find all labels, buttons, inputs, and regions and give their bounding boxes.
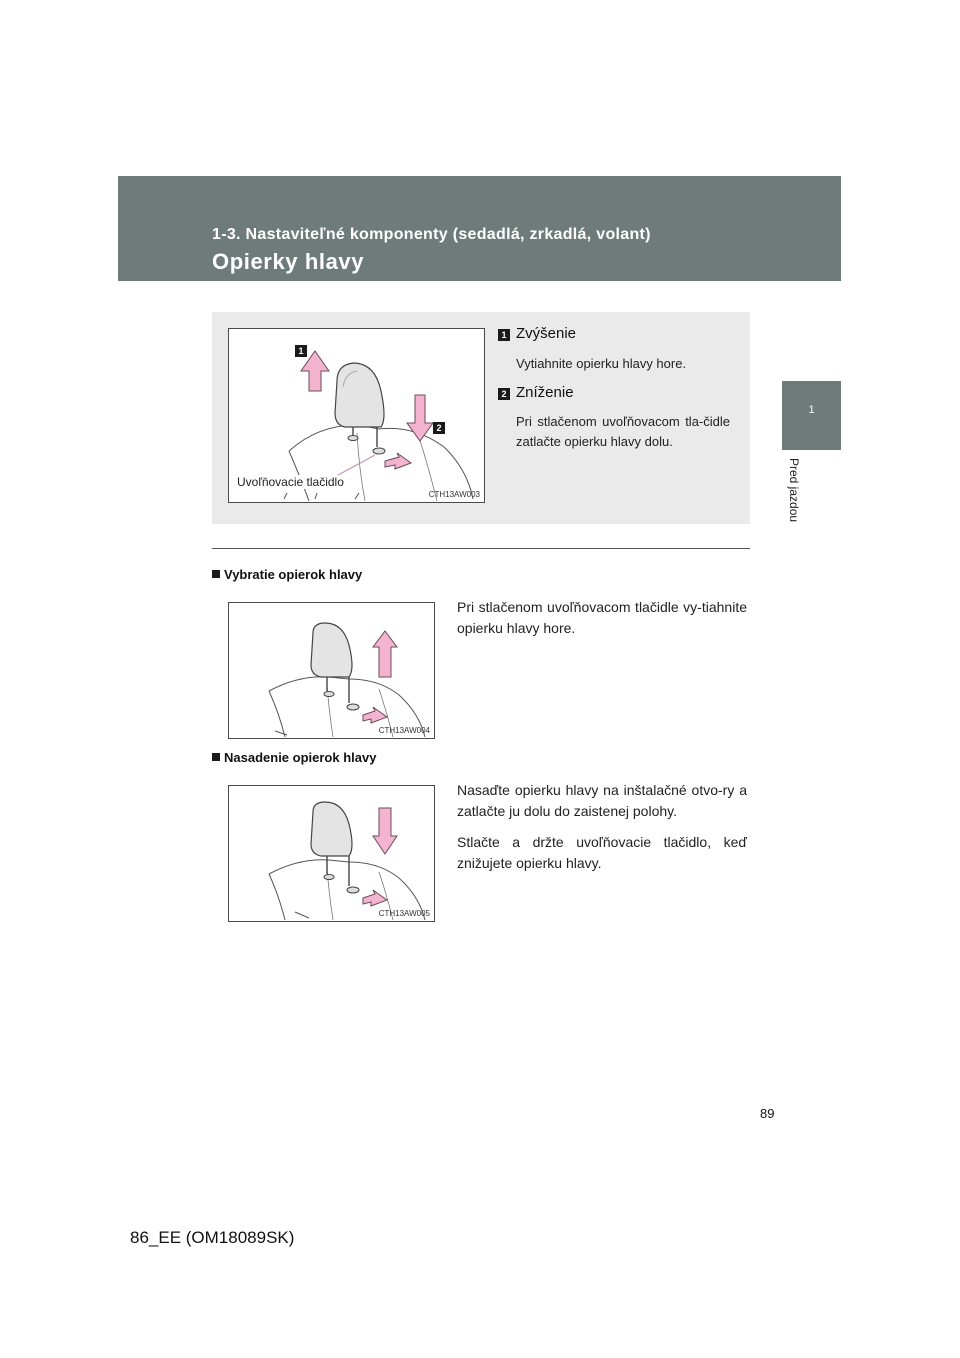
step-badge-1: 1 xyxy=(498,329,510,341)
page-title: Opierky hlavy xyxy=(212,249,365,274)
chapter-name-wrapper xyxy=(785,458,813,548)
section-title: 1-3. Nastaviteľné komponenty (sedadlá, zrkadlá, volant) xyxy=(212,226,651,243)
figure-code: CTH13AW003 xyxy=(428,490,480,499)
chapter-number: 1 xyxy=(808,404,815,416)
step-title-raise: Zvýšenie xyxy=(516,325,577,342)
removal-paragraph: Pri stlačenom uvoľňovacom tlačidle vy-tiahnite opierku hlavy hore. xyxy=(457,599,747,636)
figure-badge-1: 1 xyxy=(295,345,307,357)
installation-figure xyxy=(228,785,435,922)
figure-code: CTH13AW004 xyxy=(378,726,430,735)
subheading-removal xyxy=(212,567,362,582)
square-bullet-icon xyxy=(212,753,220,761)
subheading-removal-text: Vybratie opierok hlavy xyxy=(224,567,363,582)
subheading-installation-text: Nasadenie opierok hlavy xyxy=(224,750,377,765)
figure-code: CTH13AW005 xyxy=(378,909,430,918)
step-title-lower: Zníženie xyxy=(516,384,574,401)
chapter-name: Pred jazdou xyxy=(787,458,801,523)
main-figure xyxy=(228,328,485,503)
step-badge-2: 2 xyxy=(498,388,510,400)
headrest-installation-illustration xyxy=(229,786,436,923)
headrest-removal-illustration xyxy=(229,603,436,740)
step-desc-lower: Pri stlačenom uvoľňovacom tla-čidle zatlačte opierku hlavy dolu. xyxy=(516,414,730,449)
installation-paragraph-2: Stlačte a držte uvoľňovacie tlačidlo, keď znižujete opierku hlavy. xyxy=(457,834,747,871)
removal-figure xyxy=(228,602,435,739)
figure-badge-2: 2 xyxy=(433,422,445,434)
release-button-callout: Uvoľňovacie tlačidlo xyxy=(237,475,344,489)
step-desc-raise: Vytiahnite opierku hlavy hore. xyxy=(516,356,687,371)
subheading-installation xyxy=(212,750,376,765)
installation-paragraph-1: Nasaďte opierku hlavy na inštalačné otvo-ry a zatlačte ju dolu do zaistenej polohy. xyxy=(457,782,747,819)
page-number: 89 xyxy=(760,1106,775,1121)
square-bullet-icon xyxy=(212,570,220,578)
document-code: 86_EE (OM18089SK) xyxy=(130,1228,295,1247)
divider-rule xyxy=(212,548,750,549)
